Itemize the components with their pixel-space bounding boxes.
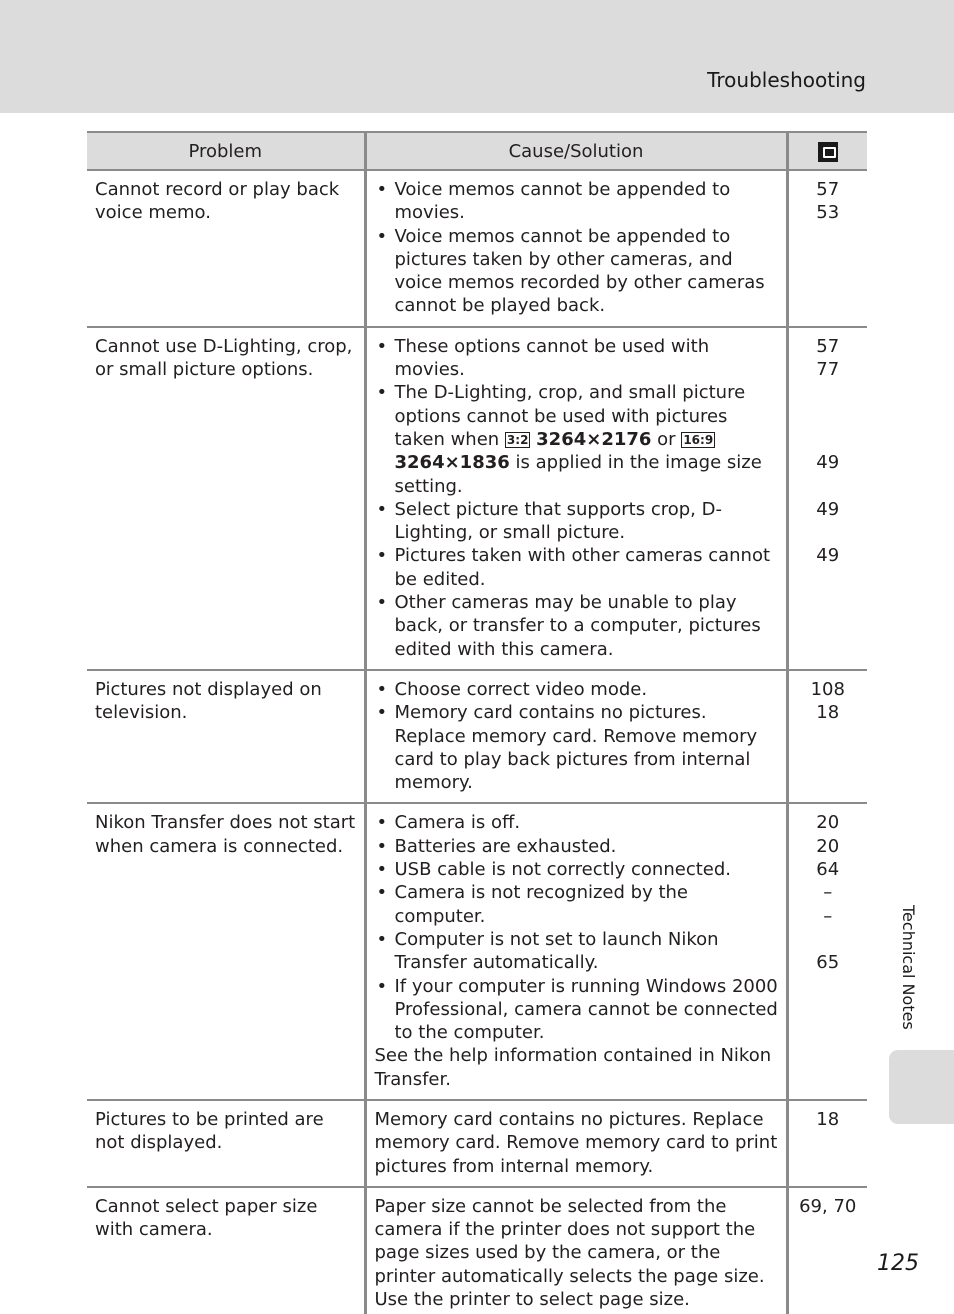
page-ref: 65 bbox=[816, 952, 840, 974]
table-row bbox=[87, 327, 867, 670]
side-tab bbox=[889, 1050, 954, 1124]
image-size-16-9-icon: 16:9 bbox=[683, 432, 714, 447]
problem-cell: Cannot use D-Lighting, crop, or small picture options. bbox=[87, 327, 365, 670]
page-ref: 77 bbox=[816, 359, 840, 381]
problem-cell: Cannot record or play back voice memo. bbox=[87, 170, 365, 327]
reference-page-icon bbox=[818, 142, 838, 162]
page-ref: – bbox=[823, 882, 833, 904]
cause-note: See the help information contained in Nikon Transfer. bbox=[374, 1045, 772, 1090]
side-tab-label: Technical Notes bbox=[899, 905, 918, 1030]
cause-item: • Camera is off. bbox=[375, 811, 780, 834]
cause-cell bbox=[365, 670, 787, 803]
page-ref: 57 bbox=[816, 179, 840, 200]
cause-item: • Memory card contains no pictures. Replace memory card. Remove memory card to play back pictures from internal memory. bbox=[375, 701, 780, 794]
cause-item: • These options cannot be used with movies. bbox=[375, 335, 780, 382]
troubleshooting-table bbox=[87, 131, 867, 1314]
cause-item: • Camera is not recognized by the computer. bbox=[375, 881, 780, 928]
page-ref bbox=[789, 381, 868, 404]
page-ref: 64 bbox=[816, 859, 840, 881]
pages-cell bbox=[787, 170, 867, 327]
page-ref: 18 bbox=[816, 1108, 840, 1130]
pages-cell bbox=[787, 1187, 867, 1314]
cause-item bbox=[375, 381, 780, 497]
cause-item: • USB cable is not correctly connected. bbox=[375, 858, 780, 881]
page-ref: 49 bbox=[816, 545, 840, 567]
page-ref: 57 bbox=[816, 335, 840, 357]
cause-cell: Memory card contains no pictures. Replace memory card. Remove memory card to print pictures from internal memory. bbox=[365, 1100, 787, 1187]
header-band bbox=[0, 0, 954, 113]
page-ref: 18 bbox=[816, 702, 840, 724]
page-ref bbox=[789, 521, 868, 544]
problem-cell: Pictures to be printed are not displayed. bbox=[87, 1100, 365, 1187]
page-ref bbox=[789, 428, 868, 451]
table-header-row bbox=[87, 132, 867, 170]
page-ref: 53 bbox=[816, 202, 840, 224]
cause-cell bbox=[365, 170, 787, 327]
cause-column-header: Cause/Solution bbox=[365, 132, 787, 170]
section-title: Troubleshooting bbox=[707, 68, 866, 92]
image-size-value: 3264×2176 bbox=[536, 428, 652, 450]
page-ref: 49 bbox=[816, 452, 840, 474]
table-row bbox=[87, 803, 867, 1100]
image-size-3-2-icon: 3:2 bbox=[506, 432, 529, 447]
cause-cell: Paper size cannot be selected from the camera if the printer does not support the page sizes used by the camera, or the printer automatically selects the page size. Use the printer to select page size. bbox=[365, 1187, 787, 1314]
cause-item: • Computer is not set to launch Nikon Transfer automatically. bbox=[375, 928, 780, 975]
page-ref bbox=[789, 475, 868, 498]
cause-item: • If your computer is running Windows 2000 Professional, camera cannot be connected to the computer. bbox=[375, 975, 780, 1045]
page-ref: 108 bbox=[810, 678, 845, 700]
cause-cell bbox=[365, 327, 787, 670]
table-row bbox=[87, 1187, 867, 1314]
pages-cell bbox=[787, 327, 867, 670]
cause-item: • Voice memos cannot be appended to pictures taken by other cameras, and voice memos recorded by other cameras cannot be played back. bbox=[375, 225, 780, 318]
table-row bbox=[87, 170, 867, 327]
page-ref: – bbox=[823, 905, 833, 927]
cause-item: • Batteries are exhausted. bbox=[375, 835, 780, 858]
page-number: 125 bbox=[877, 1251, 919, 1276]
cause-text: The D-Lighting, crop, and small picture options cannot be used with pictures taken when bbox=[394, 382, 746, 450]
page-ref: 20 bbox=[816, 812, 840, 834]
reference-page-column-header bbox=[787, 132, 867, 170]
image-size-value: 3264×1836 bbox=[394, 452, 510, 474]
page-ref bbox=[789, 405, 868, 428]
cause-item: • Voice memos cannot be appended to movies. bbox=[375, 178, 780, 225]
cause-item: • Choose correct video mode. bbox=[375, 678, 780, 701]
table-row bbox=[87, 1100, 867, 1187]
table-row bbox=[87, 670, 867, 803]
pages-cell bbox=[787, 1100, 867, 1187]
page-ref: 49 bbox=[816, 498, 840, 520]
problem-column-header: Problem bbox=[87, 132, 365, 170]
page-ref bbox=[789, 928, 868, 951]
problem-cell: Nikon Transfer does not start when camera is connected. bbox=[87, 803, 365, 1100]
page-ref: 20 bbox=[816, 835, 840, 857]
page-ref: 69, 70 bbox=[799, 1195, 857, 1217]
pages-cell bbox=[787, 803, 867, 1100]
cause-item: • Other cameras may be unable to play back, or transfer to a computer, pictures edited with this camera. bbox=[375, 591, 780, 661]
cause-cell bbox=[365, 803, 787, 1100]
problem-cell: Pictures not displayed on television. bbox=[87, 670, 365, 803]
problem-cell: Cannot select paper size with camera. bbox=[87, 1187, 365, 1314]
cause-text: or bbox=[657, 428, 676, 450]
cause-text: is applied in the image size setting. bbox=[394, 452, 762, 497]
cause-item: • Pictures taken with other cameras cannot be edited. bbox=[375, 544, 780, 591]
pages-cell bbox=[787, 670, 867, 803]
cause-item: • Select picture that supports crop, D-Lighting, or small picture. bbox=[375, 498, 780, 545]
